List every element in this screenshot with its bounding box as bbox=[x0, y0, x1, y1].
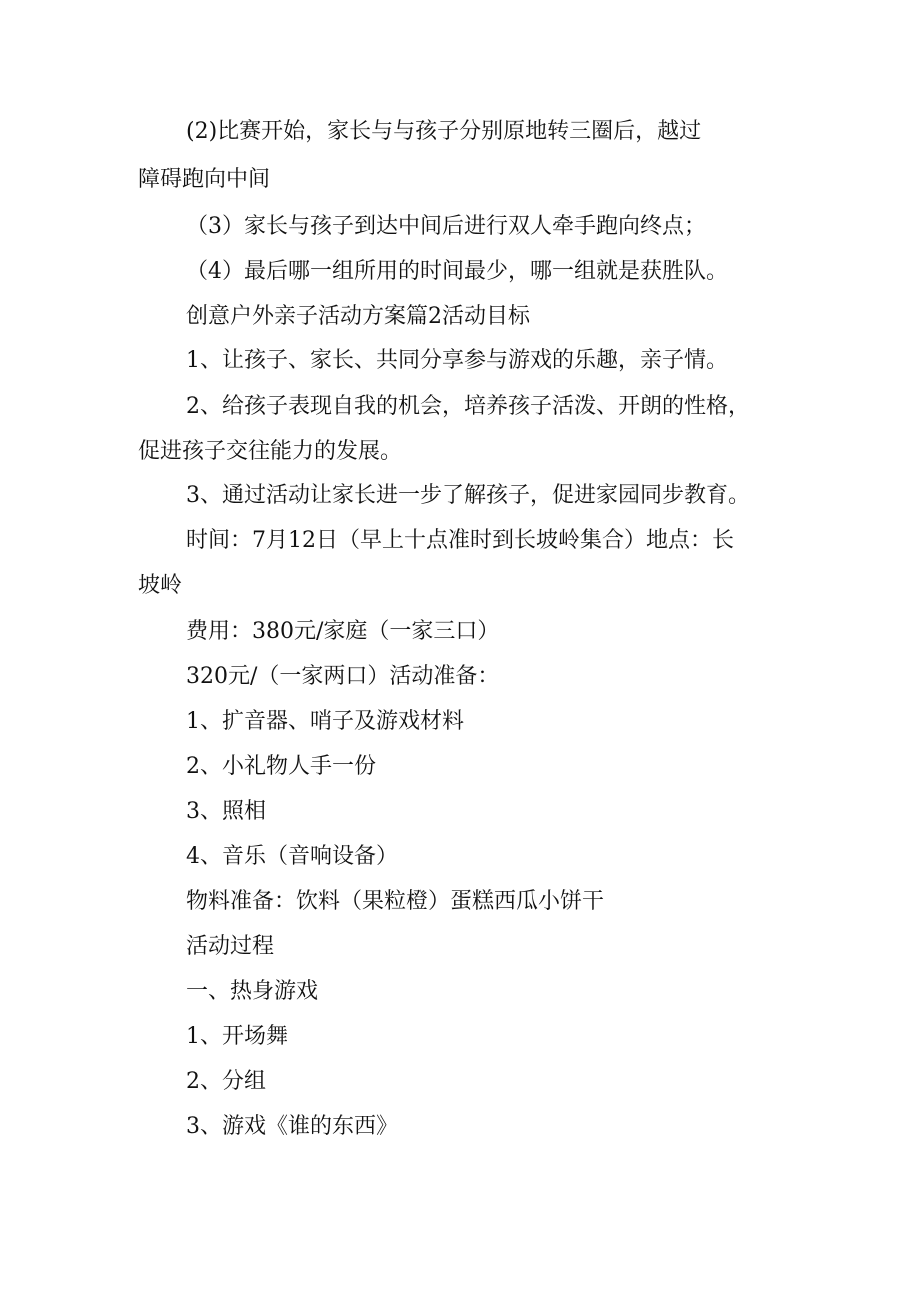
text-line-goal-2: 2、给孩子表现自我的机会，培养孩子活泼、开朗的性格， bbox=[186, 394, 750, 419]
text-line-fee-family-three: 费用：380元/家庭（一家三口） bbox=[186, 619, 500, 644]
text-line-prep-2: 2、小礼物人手一份 bbox=[186, 754, 376, 779]
text-line-warmup-heading: 一、热身游戏 bbox=[186, 979, 319, 1004]
text-line-warmup-1: 1、开场舞 bbox=[186, 1024, 288, 1049]
text-line-game-rule-3: （3）家长与孩子到达中间后进行双人牵手跑向终点； bbox=[186, 214, 706, 239]
text-line-game-rule-4: （4）最后哪一组所用的时间最少，哪一组就是获胜队。 bbox=[186, 259, 728, 284]
text-line-goal-1: 1、让孩子、家长、共同分享参与游戏的乐趣，亲子情。 bbox=[186, 348, 728, 373]
text-line-warmup-3: 3、游戏《谁的东西》 bbox=[186, 1114, 398, 1139]
text-line-location-cont: 坡岭 bbox=[138, 573, 183, 598]
text-line-goal-3: 3、通过活动让家长进一步了解孩子，促进家园同步教育。 bbox=[186, 483, 750, 508]
text-line-prep-1: 1、扩音器、哨子及游戏材料 bbox=[186, 709, 464, 734]
text-line-goal-2-cont: 促进孩子交往能力的发展。 bbox=[138, 439, 403, 464]
section-heading-plan-2: 创意户外亲子活动方案篇2活动目标 bbox=[186, 304, 530, 329]
text-line-materials: 物料准备：饮料（果粒橙）蛋糕西瓜小饼干 bbox=[186, 889, 605, 914]
text-line-fee-family-two: 320元/（一家两口）活动准备： bbox=[186, 664, 500, 689]
text-line-warmup-2: 2、分组 bbox=[186, 1069, 266, 1094]
text-line-time-location: 时间：7月12日（早上十点准时到长坡岭集合）地点：长 bbox=[186, 528, 734, 553]
text-line-prep-3: 3、照相 bbox=[186, 799, 266, 824]
text-line-game-rule-2-cont: 障碍跑向中间 bbox=[138, 167, 271, 192]
text-line-prep-4: 4、音乐（音响设备） bbox=[186, 844, 398, 869]
text-line-process-heading: 活动过程 bbox=[186, 934, 275, 959]
text-line-game-rule-2: (2)比赛开始，家长与与孩子分别原地转三圈后，越过 bbox=[186, 119, 702, 144]
